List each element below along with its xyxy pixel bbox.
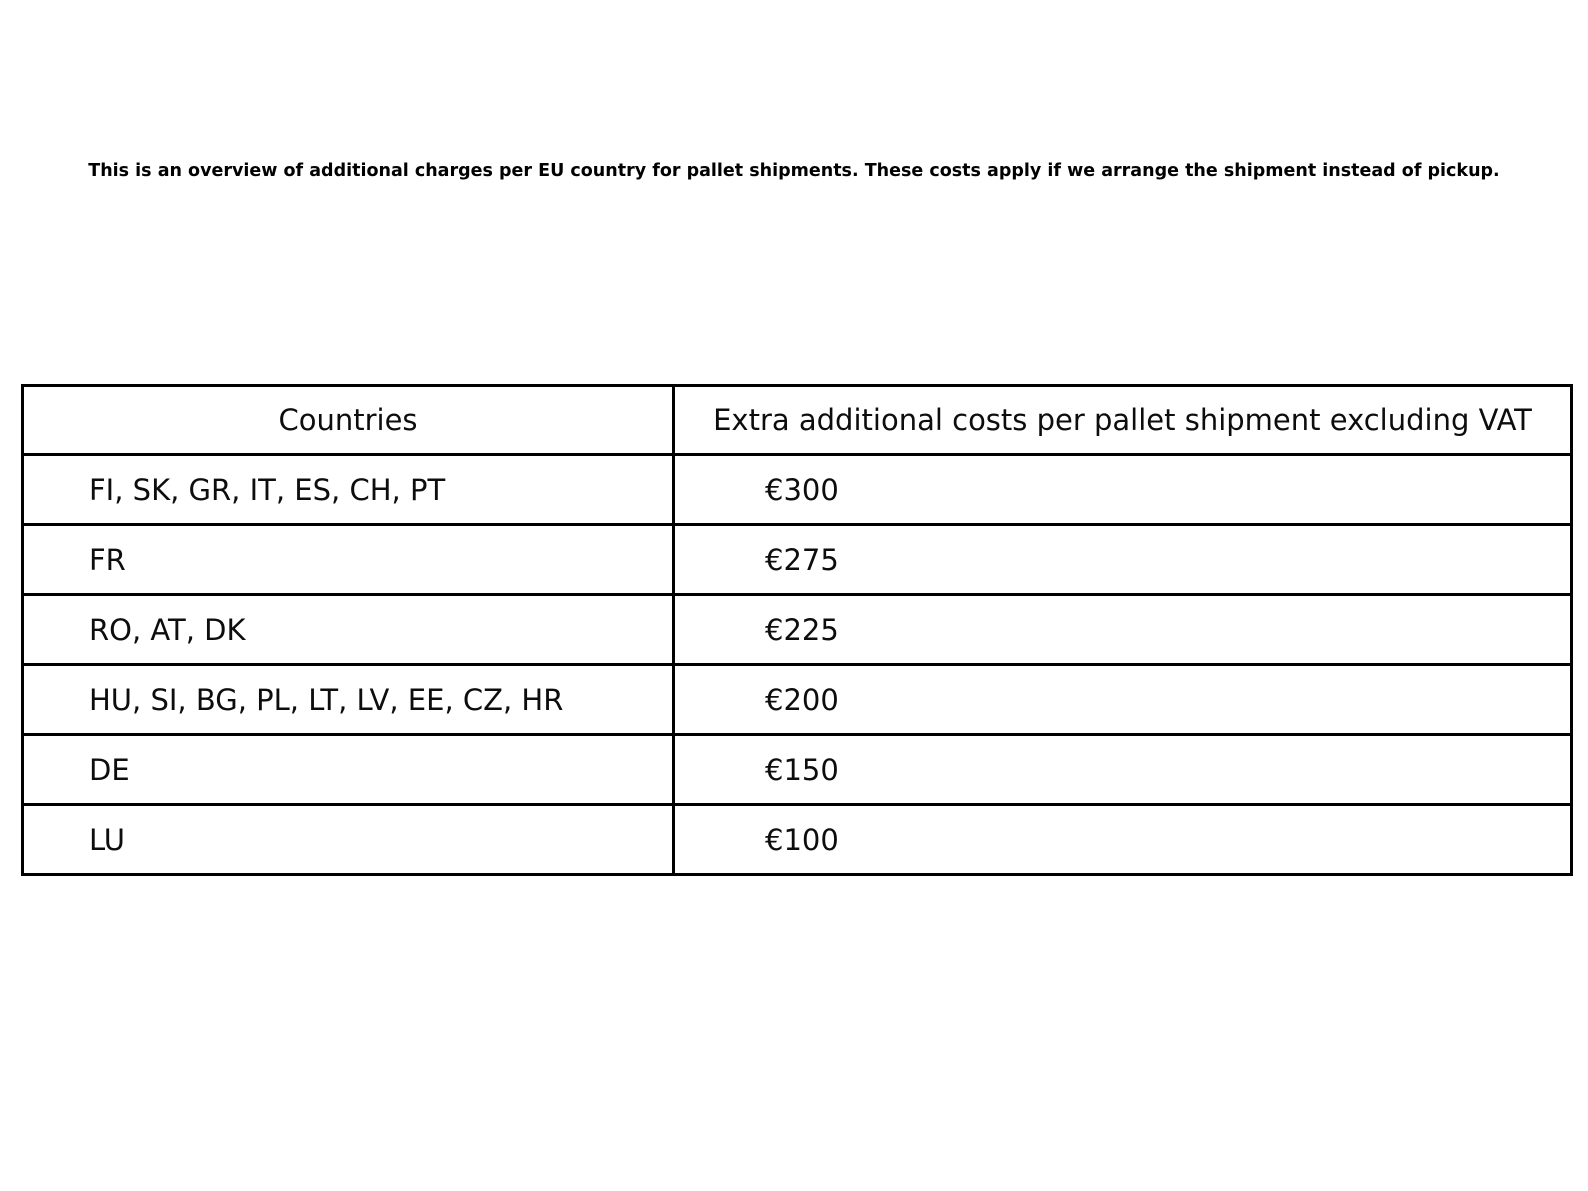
countries-cell: HU, SI, BG, PL, LT, LV, EE, CZ, HR: [23, 665, 674, 735]
countries-cell: FI, SK, GR, IT, ES, CH, PT: [23, 455, 674, 525]
header-extra-costs: Extra additional costs per pallet shipment excluding VAT: [674, 386, 1572, 455]
countries-cell: LU: [23, 805, 674, 875]
shipping-charges-table: [21, 384, 1573, 876]
countries-cell: FR: [23, 525, 674, 595]
cost-cell: €300: [674, 455, 1572, 525]
countries-cell: RO, AT, DK: [23, 595, 674, 665]
page-caption: This is an overview of additional charges per EU country for pallet shipments. These costs apply if we arrange the shipment instead of pickup.: [88, 161, 1500, 181]
cost-cell: €100: [674, 805, 1572, 875]
header-countries: Countries: [23, 386, 674, 455]
table-row: [23, 735, 1572, 805]
table-row: [23, 525, 1572, 595]
cost-cell: €225: [674, 595, 1572, 665]
countries-cell: DE: [23, 735, 674, 805]
table-row: [23, 455, 1572, 525]
table-row: [23, 805, 1572, 875]
table-header-row: [23, 386, 1572, 455]
cost-cell: €200: [674, 665, 1572, 735]
cost-cell: €150: [674, 735, 1572, 805]
cost-cell: €275: [674, 525, 1572, 595]
table-row: [23, 595, 1572, 665]
table-row: [23, 665, 1572, 735]
